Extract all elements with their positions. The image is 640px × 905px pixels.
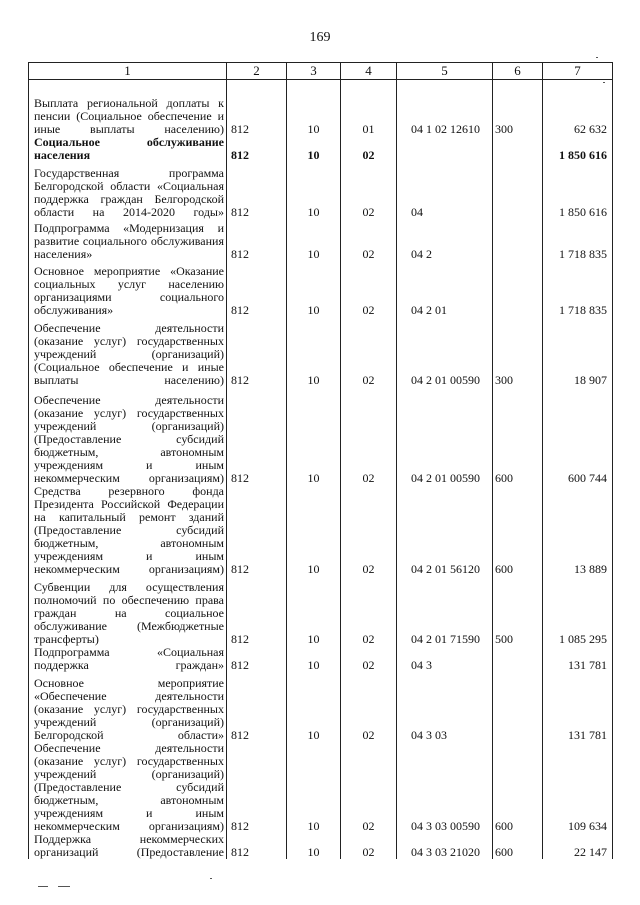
scan-speck bbox=[38, 886, 48, 887]
header-col-6: 6 bbox=[493, 63, 543, 80]
row-c6-cell bbox=[493, 646, 543, 672]
row-c2-cell: 812 bbox=[227, 387, 287, 485]
row-c3-cell: 10 bbox=[287, 576, 341, 646]
row-name-cell: Основное мероприятие «Обеспечение деятельности (оказание услуг) государственных учреждений (организаций) Белгородской области» bbox=[29, 672, 227, 742]
row-c7-cell: 600 744 bbox=[543, 387, 613, 485]
row-c6-cell: 600 bbox=[493, 742, 543, 833]
table-row bbox=[29, 136, 613, 162]
row-c5-cell: 04 3 03 bbox=[397, 672, 493, 742]
header-col-7: 7 bbox=[543, 63, 613, 80]
row-c2-cell: 812 bbox=[227, 219, 287, 261]
table-body bbox=[29, 80, 613, 859]
row-c7-cell: 13 889 bbox=[543, 485, 613, 576]
table-row bbox=[29, 833, 613, 859]
row-c3-cell: 10 bbox=[287, 80, 341, 136]
row-c7-cell: 109 634 bbox=[543, 742, 613, 833]
row-name-cell: Основное мероприятие «Оказание социальных услуг населению организациями социального обслуживания» bbox=[29, 261, 227, 317]
header-col-1: 1 bbox=[29, 63, 227, 80]
row-c5-cell: 04 3 03 00590 bbox=[397, 742, 493, 833]
row-c6-cell bbox=[493, 672, 543, 742]
row-c3-cell: 10 bbox=[287, 261, 341, 317]
row-c7-cell: 62 632 bbox=[543, 80, 613, 136]
row-c5-cell: 04 bbox=[397, 162, 493, 219]
row-c6-cell bbox=[493, 261, 543, 317]
table-row bbox=[29, 576, 613, 646]
row-c2-cell: 812 bbox=[227, 576, 287, 646]
table-row bbox=[29, 387, 613, 485]
table-row bbox=[29, 219, 613, 261]
row-c2-cell: 812 bbox=[227, 485, 287, 576]
row-c5-cell: 04 1 02 12610 bbox=[397, 80, 493, 136]
row-c4-cell: 02 bbox=[341, 261, 397, 317]
row-c2-cell: 812 bbox=[227, 261, 287, 317]
row-c4-cell: 02 bbox=[341, 742, 397, 833]
scan-speck bbox=[596, 57, 598, 58]
row-c6-cell: 300 bbox=[493, 80, 543, 136]
page-number: 169 bbox=[309, 30, 331, 45]
table-row bbox=[29, 646, 613, 672]
row-name-cell: Подпрограмма «Модернизация и развитие социального обслуживания населения» bbox=[29, 219, 227, 261]
row-name-cell: Выплата региональной доплаты к пенсии (Социальное обеспечение и иные выплаты населению) bbox=[29, 80, 227, 136]
row-c6-cell bbox=[493, 136, 543, 162]
row-c4-cell: 02 bbox=[341, 672, 397, 742]
row-c7-cell: 1 850 616 bbox=[543, 162, 613, 219]
budget-table bbox=[28, 62, 613, 859]
row-c6-cell bbox=[493, 162, 543, 219]
row-c2-cell: 812 bbox=[227, 672, 287, 742]
scan-speck bbox=[58, 886, 70, 887]
row-name-cell: Подпрограмма «Социальная поддержка граждан» bbox=[29, 646, 227, 672]
header-col-5: 5 bbox=[397, 63, 493, 80]
table-row bbox=[29, 317, 613, 387]
row-name-cell: Субвенции для осуществления полномочий по обеспечению права граждан на социальное обслуживание (Межбюджетные трансферты) bbox=[29, 576, 227, 646]
row-c4-cell: 02 bbox=[341, 833, 397, 859]
row-c2-cell: 812 bbox=[227, 162, 287, 219]
row-c4-cell: 02 bbox=[341, 317, 397, 387]
row-name-cell: Обеспечение деятельности (оказание услуг) государственных учреждений (организаций) (Социальное обеспечение и иные выплаты населению) bbox=[29, 317, 227, 387]
row-c4-cell: 02 bbox=[341, 646, 397, 672]
row-c4-cell: 02 bbox=[341, 485, 397, 576]
header-col-3: 3 bbox=[287, 63, 341, 80]
row-c2-cell: 812 bbox=[227, 646, 287, 672]
row-c5-cell: 04 2 01 71590 bbox=[397, 576, 493, 646]
row-c6-cell: 600 bbox=[493, 485, 543, 576]
row-c5-cell: 04 2 01 00590 bbox=[397, 387, 493, 485]
row-c2-cell: 812 bbox=[227, 833, 287, 859]
row-c3-cell: 10 bbox=[287, 162, 341, 219]
row-c4-cell: 02 bbox=[341, 162, 397, 219]
table-row bbox=[29, 672, 613, 742]
row-c5-cell: 04 2 01 56120 bbox=[397, 485, 493, 576]
table-row bbox=[29, 742, 613, 833]
table-row bbox=[29, 162, 613, 219]
row-c5-cell bbox=[397, 136, 493, 162]
row-c2-cell: 812 bbox=[227, 317, 287, 387]
row-c7-cell: 1 850 616 bbox=[543, 136, 613, 162]
row-c3-cell: 10 bbox=[287, 672, 341, 742]
row-c3-cell: 10 bbox=[287, 833, 341, 859]
row-c5-cell: 04 3 bbox=[397, 646, 493, 672]
row-c7-cell: 1 085 295 bbox=[543, 576, 613, 646]
row-c3-cell: 10 bbox=[287, 485, 341, 576]
row-c2-cell: 812 bbox=[227, 742, 287, 833]
row-c7-cell: 18 907 bbox=[543, 317, 613, 387]
row-c7-cell: 131 781 bbox=[543, 672, 613, 742]
row-c3-cell: 10 bbox=[287, 317, 341, 387]
row-c3-cell: 10 bbox=[287, 742, 341, 833]
row-c6-cell: 300 bbox=[493, 317, 543, 387]
row-c2-cell: 812 bbox=[227, 136, 287, 162]
row-c6-cell: 600 bbox=[493, 387, 543, 485]
row-name-cell: Обеспечение деятельности (оказание услуг) государственных учреждений (организаций) (Предоставление субсидий бюджетным, автономным учреждениям и иным некоммерческим организациям) bbox=[29, 387, 227, 485]
row-name-cell: Социальное обслуживание населения bbox=[29, 136, 227, 162]
row-name-cell: Обеспечение деятельности (оказание услуг) государственных учреждений (организаций) (Предоставление субсидий бюджетным, автономным учреждениям и иным некоммерческим организациям) bbox=[29, 742, 227, 833]
row-c3-cell: 10 bbox=[287, 646, 341, 672]
row-c2-cell: 812 bbox=[227, 80, 287, 136]
row-c5-cell: 04 2 01 00590 bbox=[397, 317, 493, 387]
row-c7-cell: 22 147 bbox=[543, 833, 613, 859]
row-c6-cell: 500 bbox=[493, 576, 543, 646]
header-col-2: 2 bbox=[227, 63, 287, 80]
row-c6-cell: 600 bbox=[493, 833, 543, 859]
row-c6-cell bbox=[493, 219, 543, 261]
row-name-cell: Государственная программа Белгородской области «Социальная поддержка граждан Белгородской области на 2014-2020 годы» bbox=[29, 162, 227, 219]
table-row bbox=[29, 80, 613, 136]
row-c4-cell: 02 bbox=[341, 136, 397, 162]
row-c3-cell: 10 bbox=[287, 387, 341, 485]
row-name-cell: Поддержка некоммерческих организаций (Предоставление bbox=[29, 833, 227, 859]
header-row bbox=[29, 63, 613, 80]
row-c5-cell: 04 3 03 21020 bbox=[397, 833, 493, 859]
row-c3-cell: 10 bbox=[287, 136, 341, 162]
table-row bbox=[29, 261, 613, 317]
row-c4-cell: 02 bbox=[341, 219, 397, 261]
row-c4-cell: 01 bbox=[341, 80, 397, 136]
row-name-cell: Средства резервного фонда Президента Российской Федерации на капитальный ремонт зданий (Предоставление субсидий бюджетным, автономным учреждениям и иным некоммерческим организациям) bbox=[29, 485, 227, 576]
row-c4-cell: 02 bbox=[341, 576, 397, 646]
scan-speck bbox=[603, 82, 605, 83]
row-c5-cell: 04 2 bbox=[397, 219, 493, 261]
row-c7-cell: 1 718 835 bbox=[543, 261, 613, 317]
scan-speck bbox=[210, 878, 212, 879]
row-c7-cell: 1 718 835 bbox=[543, 219, 613, 261]
row-c7-cell: 131 781 bbox=[543, 646, 613, 672]
row-c3-cell: 10 bbox=[287, 219, 341, 261]
table-row bbox=[29, 485, 613, 576]
row-c4-cell: 02 bbox=[341, 387, 397, 485]
header-col-4: 4 bbox=[341, 63, 397, 80]
row-c5-cell: 04 2 01 bbox=[397, 261, 493, 317]
